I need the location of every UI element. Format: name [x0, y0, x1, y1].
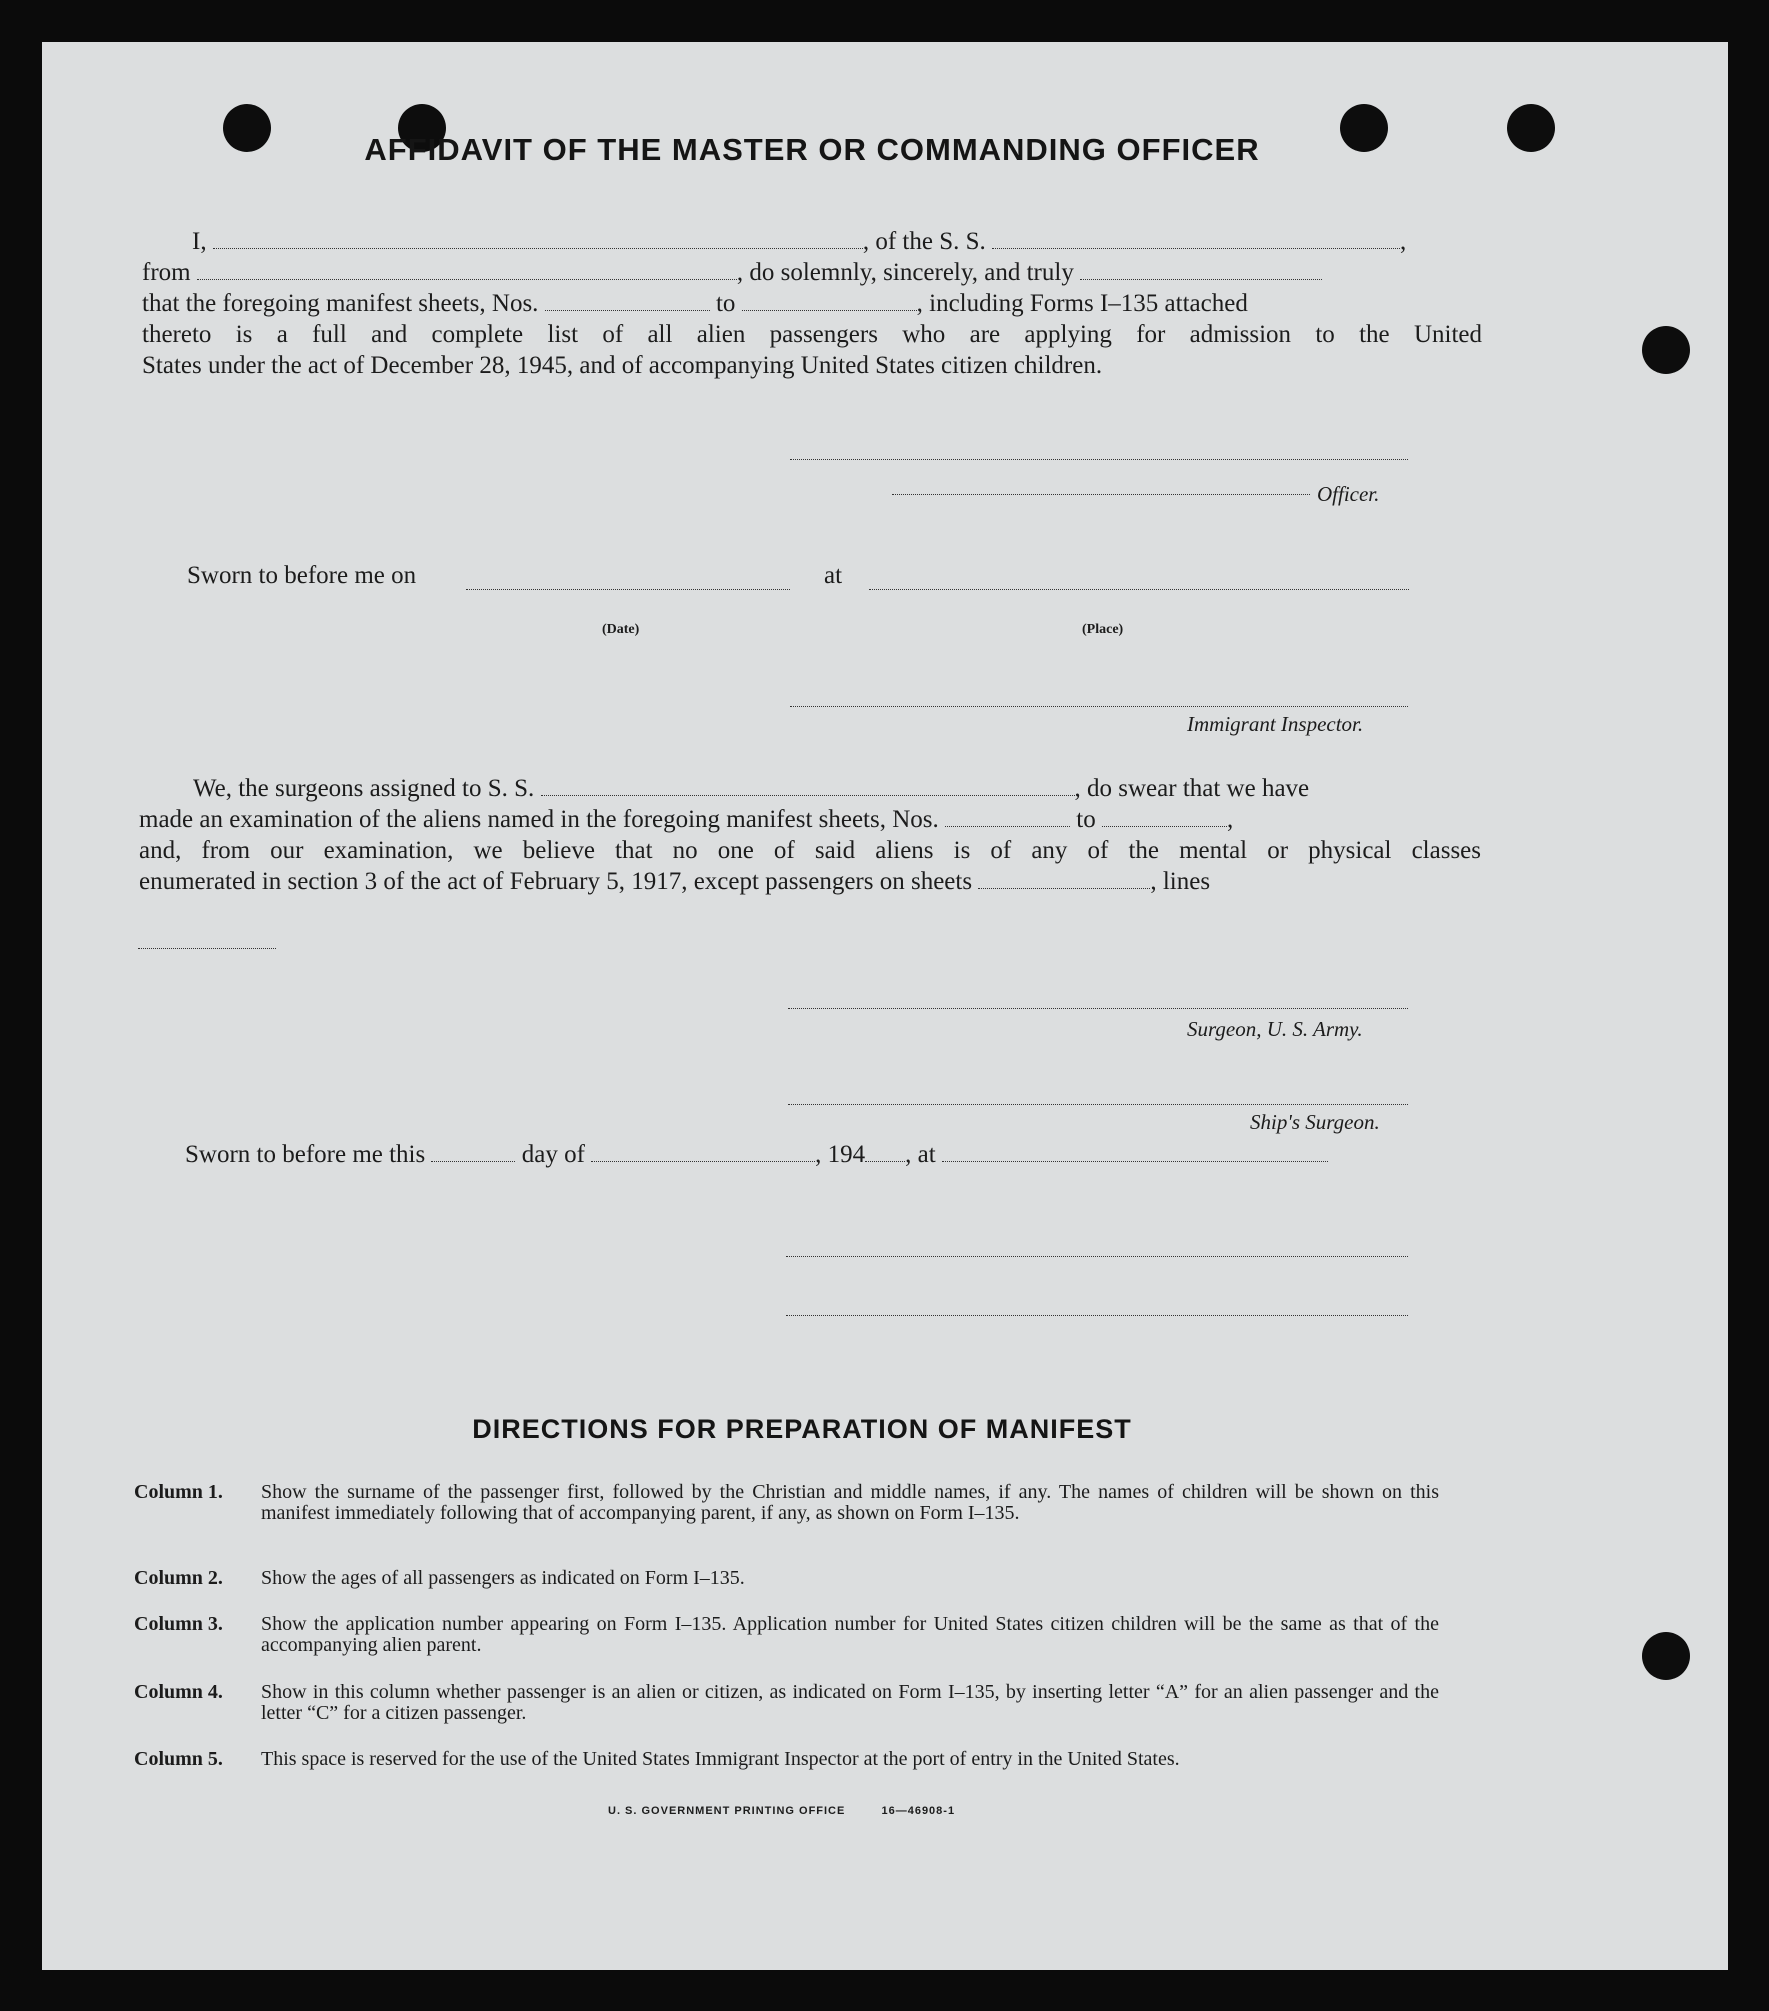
witness-signature-line[interactable] — [786, 1256, 1408, 1257]
direction-label: Column 3. — [134, 1613, 223, 1635]
sworn-year-field[interactable] — [865, 1155, 905, 1162]
surgeons-sworn-text: , at — [905, 1141, 936, 1168]
affidavit-text: , — [1400, 228, 1407, 255]
date-caption: (Date) — [602, 622, 640, 637]
port-from-field[interactable] — [197, 273, 737, 280]
surgeons-text: , lines — [1150, 868, 1211, 895]
direction-item — [134, 1614, 1444, 1658]
direction-text: Show in this column whether passenger is an alien or citizen, as indicated on Form I–135, by inserting letter “A” for an alien passenger and the letter “C” for a citizen passenger. — [261, 1681, 1439, 1724]
punch-hole — [223, 104, 271, 152]
affidavit-text: from — [142, 259, 191, 286]
surgeons-text: , do swear that we have — [1074, 775, 1310, 802]
affidavit-paragraph — [142, 226, 1482, 381]
direction-item — [134, 1682, 1444, 1726]
army-surgeon-label: Surgeon, U. S. Army. — [1187, 1017, 1363, 1041]
punch-hole — [1340, 104, 1388, 152]
surgeons-line-1 — [139, 773, 1481, 804]
inspector-signature-line[interactable] — [790, 706, 1408, 707]
surgeons-line-4 — [139, 866, 1481, 897]
affidavit-text: , do solemnly, sincerely, and truly — [736, 259, 1074, 286]
affidavit-line-2 — [142, 257, 1482, 288]
affidavit-text: , including Forms I–135 attached — [916, 290, 1248, 317]
sheets-from-field[interactable] — [545, 304, 710, 311]
direction-item — [134, 1482, 1444, 1542]
affidavit-line-3 — [142, 288, 1482, 319]
printer-imprint — [608, 1805, 955, 1817]
direction-item — [134, 1749, 1444, 1793]
affidavit-text: to — [715, 290, 736, 317]
army-surgeon-signature-line[interactable] — [788, 1008, 1408, 1009]
ship-surgeon-label: Ship's Surgeon. — [1250, 1110, 1380, 1134]
punch-hole — [1642, 326, 1690, 374]
surgeons-text: made an examination of the aliens named in the foregoing manifest sheets, Nos. — [139, 806, 939, 833]
ship-name-field[interactable] — [992, 242, 1400, 249]
surgeons-sworn-text: , 194 — [815, 1141, 866, 1168]
surgeons-paragraph — [139, 773, 1481, 897]
officer-signature-line[interactable] — [790, 459, 1408, 460]
officer-title-line[interactable] — [892, 494, 1310, 495]
direction-label: Column 2. — [134, 1567, 223, 1589]
surgeons-sheets-from-field[interactable] — [945, 820, 1070, 827]
surgeons-text: , — [1226, 806, 1234, 833]
directions-title: DIRECTIONS FOR PREPARATION OF MANIFEST — [472, 1414, 1132, 1444]
document-page — [42, 42, 1728, 1970]
sworn-month-field[interactable] — [591, 1155, 815, 1162]
sworn-at-field[interactable] — [942, 1155, 1328, 1162]
direction-text: Show the surname of the passenger first, followed by the Christian and middle names, if any. The names of children will be shown on this manifest immediately following that of accompanying parent, if any, as shown on Form I–135. — [261, 1481, 1439, 1524]
witness-title-line[interactable] — [786, 1315, 1408, 1316]
surgeons-sworn-text: day of — [521, 1141, 585, 1168]
officer-label: Officer. — [1317, 482, 1380, 506]
direction-label: Column 5. — [134, 1748, 223, 1770]
punch-hole — [1642, 1632, 1690, 1680]
inspector-label: Immigrant Inspector. — [1187, 712, 1364, 736]
affidavit-line-4: thereto is a full and complete list of all alien passengers who are applying for admission to the United — [142, 321, 1482, 348]
surgeons-sworn-text: Sworn to before me this — [185, 1141, 426, 1168]
sworn-date-field[interactable] — [466, 589, 790, 590]
sworn-day-field[interactable] — [431, 1155, 515, 1162]
form-code: 16—46908-1 — [881, 1805, 956, 1817]
direction-text: Show the ages of all passengers as indicated on Form I–135. — [261, 1567, 745, 1589]
except-sheets-field[interactable] — [978, 882, 1150, 889]
place-caption: (Place) — [1082, 622, 1124, 637]
direction-text: This space is reserved for the use of the United States Immigrant Inspector at the port of entry in the United States. — [261, 1748, 1180, 1770]
affidavit-text: that the foregoing manifest sheets, Nos. — [142, 290, 539, 317]
sworn-place-field[interactable] — [869, 589, 1409, 590]
oath-blank-field[interactable] — [1080, 273, 1322, 280]
affidavit-line-5: States under the act of December 28, 1945, and of accompanying United States citizen children. — [142, 352, 1103, 379]
direction-item — [134, 1568, 1444, 1592]
sworn-on-label: Sworn to before me on — [187, 562, 417, 589]
punch-hole — [1507, 104, 1555, 152]
ship-surgeon-signature-line[interactable] — [788, 1104, 1408, 1105]
printer-name: U. S. GOVERNMENT PRINTING OFFICE — [608, 1805, 846, 1817]
surgeons-sworn-row — [185, 1139, 1328, 1170]
surgeons-line-3: and, from our examination, we believe that no one of said aliens is of any of the mental or physical classes — [139, 837, 1481, 864]
surgeons-sheets-to-field[interactable] — [1102, 820, 1227, 827]
surgeons-ship-field[interactable] — [541, 789, 1075, 796]
direction-label: Column 4. — [134, 1681, 223, 1703]
sworn-at-label: at — [824, 562, 843, 589]
surgeons-line-2 — [139, 804, 1481, 835]
affidavit-text: I, — [192, 228, 207, 255]
except-lines-field[interactable] — [138, 948, 276, 949]
surgeons-text: We, the surgeons assigned to S. S. — [193, 775, 535, 802]
sheets-to-field[interactable] — [742, 304, 917, 311]
affidavit-text: , of the S. S. — [862, 228, 986, 255]
surgeons-text: to — [1076, 806, 1096, 833]
direction-text: Show the application number appearing on Form I–135. Application number for United States citizen children will be the same as that of the accompanying alien parent. — [261, 1613, 1439, 1656]
direction-label: Column 1. — [134, 1481, 223, 1503]
surgeons-text: enumerated in section 3 of the act of February 5, 1917, except passengers on sheets — [139, 868, 973, 895]
affidavit-line-1 — [142, 226, 1482, 257]
master-name-field[interactable] — [213, 242, 863, 249]
affidavit-title: AFFIDAVIT OF THE MASTER OR COMMANDING OFFICER — [364, 132, 1260, 167]
